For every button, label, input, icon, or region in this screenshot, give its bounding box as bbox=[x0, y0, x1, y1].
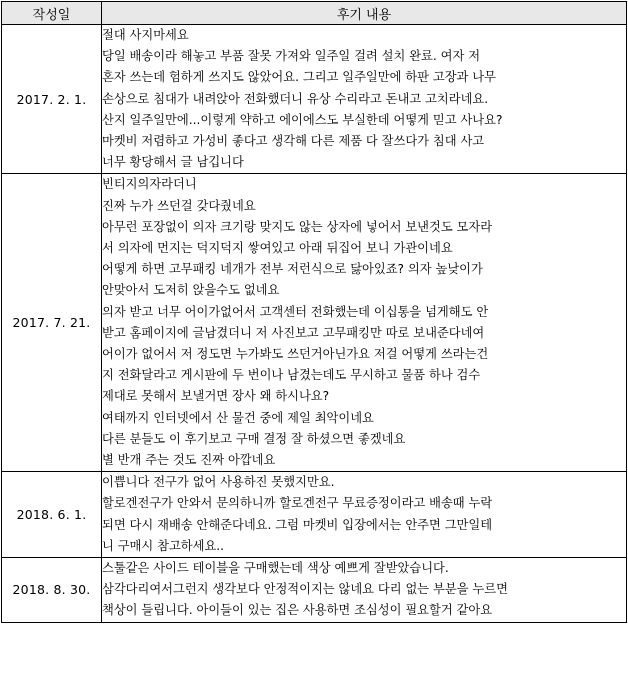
review-text-line: 손상으로 침대가 내려앉아 전화했더니 유상 수리라고 돈내고 고치라네요. bbox=[102, 91, 489, 106]
review-text-line: 안맞아서 도저히 앉을수도 없네요 bbox=[102, 283, 280, 298]
review-text-line: 받고 홈페이지에 글남겼더니 저 사진보고 고무패킹만 따로 보내준다네여 bbox=[102, 325, 485, 340]
review-text-line: 너무 황당해서 글 남깁니다 bbox=[102, 155, 244, 170]
review-text-line: 지 전화달라고 게시판에 두 번이나 남겼는데도 무시하고 물품 하나 검수 bbox=[102, 368, 481, 383]
review-rows bbox=[2, 25, 627, 623]
review-text-line: 산지 일주일만에...이렇게 약하고 에이에스도 부실한데 어떻게 믿고 사나요? bbox=[102, 112, 503, 127]
review-text-line: 어떻게 하면 고무패킹 네개가 전부 저런식으로 닳아있죠? 의자 높낮이가 bbox=[102, 262, 483, 277]
review-text-line: 별 반개 주는 것도 진짜 아깝네요 bbox=[102, 453, 276, 468]
review-date: 2017. 2. 1. bbox=[2, 25, 102, 174]
table-row bbox=[2, 558, 627, 623]
review-text-line: 스툴같은 사이드 테이블을 구매했는데 색상 예쁘게 잘받았습니다. bbox=[102, 561, 449, 576]
review-date: 2017. 7. 21. bbox=[2, 174, 102, 472]
review-text-line: 제대로 못해서 보낼거면 장사 왜 하시나요? bbox=[102, 389, 330, 404]
review-content bbox=[102, 25, 627, 174]
review-text-line: 어이가 없어서 저 정도면 누가봐도 쓰던거아닌가요 저걸 어떻게 쓰라는건 bbox=[102, 347, 489, 362]
table-row bbox=[2, 25, 627, 174]
review-text-line: 책상이 들립니다. 아이들이 있는 집은 사용하면 조심성이 필요할거 같아요 bbox=[102, 603, 493, 618]
header-row bbox=[2, 2, 627, 25]
review-text-line: 당일 배송이라 해놓고 부품 잘못 가져와 일주일 걸려 설치 완료. 여자 저 bbox=[102, 49, 481, 64]
review-text-line: 이쁩니다 전구가 없어 사용하진 못했지만요. bbox=[102, 475, 335, 490]
review-text-line: 의자 받고 너무 어이가없어서 고객센터 전화했는데 이십통을 넘게해도 안 bbox=[102, 304, 489, 319]
review-text-line: 빈티지의자라더니 bbox=[102, 177, 197, 192]
review-text-line: 진짜 누가 쓰던걸 갖다줬네요 bbox=[102, 198, 256, 213]
review-text-line: 되면 다시 재배송 안해준다네요. 그럼 마켓비 입장에서는 안주면 그만일테 bbox=[102, 517, 493, 532]
review-text-line: 혼자 쓰는데 험하게 쓰지도 않았어요. 그리고 일주일만에 하판 고장과 나무 bbox=[102, 70, 496, 85]
review-content bbox=[102, 558, 627, 623]
review-text-line: 니 구매시 참고하세요.. bbox=[102, 538, 225, 553]
review-text-line: 할로겐전구가 안와서 문의하니까 할로겐전구 무료증정이라고 배송때 누락 bbox=[102, 496, 493, 511]
review-content bbox=[102, 174, 627, 472]
review-text-line: 절대 사지마세요 bbox=[102, 28, 189, 42]
review-content bbox=[102, 472, 627, 558]
review-text-line: 아무런 포장없이 의자 크기랑 맞지도 않는 상자에 넣어서 보낸것도 모자라 bbox=[102, 219, 493, 234]
review-text-line: 마켓비 저렴하고 가성비 좋다고 생각해 다른 제품 다 잘쓰다가 침대 사고 bbox=[102, 134, 485, 149]
table-row bbox=[2, 472, 627, 558]
review-text-line: 다른 분들도 이 후기보고 구매 결정 잘 하셨으면 좋겠네요 bbox=[102, 431, 406, 446]
review-text-line: 서 의자에 먼지는 덕지덕지 쌓여있고 아래 뒤집어 보니 가관이네요 bbox=[102, 241, 453, 256]
header-content: 후기 내용 bbox=[102, 2, 627, 25]
review-date: 2018. 6. 1. bbox=[2, 472, 102, 558]
review-text-line: 삼각다리여서그런지 생각보다 안정적이지는 않네요 다리 없는 부분을 누르면 bbox=[102, 582, 508, 597]
review-table bbox=[1, 1, 627, 623]
header-date: 작성일 bbox=[2, 2, 102, 25]
table-row bbox=[2, 174, 627, 472]
review-text-line: 여태까지 인터넷에서 산 물건 중에 제일 최악이네요 bbox=[102, 410, 374, 425]
review-date: 2018. 8. 30. bbox=[2, 558, 102, 623]
